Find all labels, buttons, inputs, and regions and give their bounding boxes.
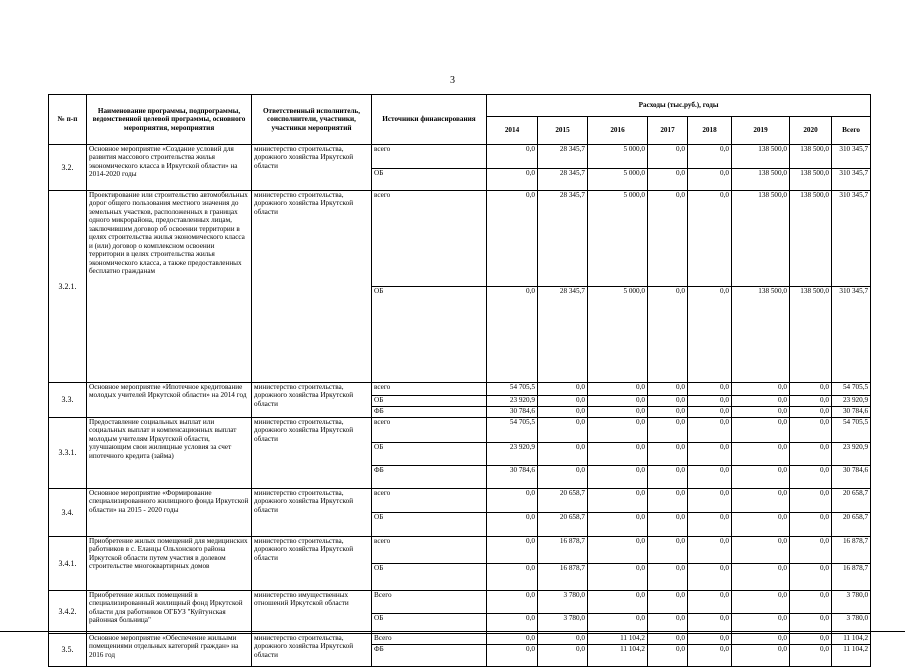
row-value: 0,0 (588, 513, 648, 537)
row-value: 0,0 (688, 564, 732, 591)
row-value: 3 780,0 (538, 614, 588, 634)
row-value: 0,0 (732, 591, 790, 614)
row-value: 0,0 (648, 537, 688, 564)
row-value: 0,0 (688, 287, 732, 383)
row-value: 0,0 (688, 396, 732, 407)
row-code: 3.4.1. (49, 537, 87, 591)
row-value: 0,0 (790, 634, 832, 645)
row-total: 310 345,7 (832, 145, 871, 169)
row-value: 138 500,0 (732, 145, 790, 169)
row-value: 0,0 (790, 564, 832, 591)
row-source: ФБ (372, 466, 487, 489)
table-row (49, 634, 871, 645)
row-source: всего (372, 145, 487, 169)
row-value: 20 658,7 (538, 489, 588, 513)
row-total: 3 780,0 (832, 614, 871, 634)
row-code: 3.4.2. (49, 591, 87, 634)
row-source: всего (372, 383, 487, 396)
row-value: 0,0 (538, 645, 588, 667)
row-value: 0,0 (538, 418, 588, 443)
row-source: Всего (372, 634, 487, 645)
row-value: 5 000,0 (588, 287, 648, 383)
row-value: 0,0 (487, 489, 538, 513)
row-total: 23 920,9 (832, 443, 871, 466)
row-value: 0,0 (538, 383, 588, 396)
row-executor: министерство строительства, дорожного хозяйства Иркутской области (252, 418, 372, 489)
row-value: 138 500,0 (790, 145, 832, 169)
row-source: всего (372, 537, 487, 564)
row-value: 138 500,0 (732, 191, 790, 287)
row-value: 0,0 (588, 383, 648, 396)
row-code: 3.4. (49, 489, 87, 537)
table-row (49, 537, 871, 564)
row-value: 0,0 (732, 634, 790, 645)
row-total: 54 705,5 (832, 383, 871, 396)
row-value: 5 000,0 (588, 169, 648, 191)
row-value: 0,0 (588, 466, 648, 489)
row-value: 0,0 (790, 396, 832, 407)
row-code: 3.3. (49, 383, 87, 418)
row-value: 0,0 (688, 614, 732, 634)
row-value: 0,0 (648, 489, 688, 513)
row-total: 310 345,7 (832, 287, 871, 383)
header-expenses: Расходы (тыс.руб.), годы (487, 95, 871, 117)
row-source: ОБ (372, 443, 487, 466)
row-value: 0,0 (688, 383, 732, 396)
row-value: 0,0 (688, 169, 732, 191)
table-row (49, 489, 871, 513)
row-value: 28 345,7 (538, 169, 588, 191)
row-value: 0,0 (588, 537, 648, 564)
row-value: 0,0 (688, 145, 732, 169)
row-value: 0,0 (688, 645, 732, 667)
page-bottom-rule (0, 631, 905, 632)
row-value: 0,0 (648, 396, 688, 407)
row-value: 0,0 (538, 634, 588, 645)
table-row (49, 418, 871, 443)
row-value: 0,0 (688, 443, 732, 466)
row-value: 0,0 (487, 145, 538, 169)
row-value: 0,0 (588, 591, 648, 614)
row-executor: министерство строительства, дорожного хозяйства Иркутской области (252, 383, 372, 418)
row-value: 0,0 (648, 418, 688, 443)
row-value: 0,0 (648, 634, 688, 645)
budget-table (48, 94, 871, 667)
row-source: ОБ (372, 396, 487, 407)
row-value: 0,0 (588, 614, 648, 634)
header-name: Наименование программы, подпрограммы, ведомственной целевой программы, основного мероприятия, мероприятия (87, 95, 252, 145)
row-code: 3.3.1. (49, 418, 87, 489)
row-value: 0,0 (487, 169, 538, 191)
row-total: 23 920,9 (832, 396, 871, 407)
row-value: 23 920,9 (487, 396, 538, 407)
row-value: 0,0 (588, 489, 648, 513)
row-code: 3.2. (49, 145, 87, 191)
row-total: 20 658,7 (832, 489, 871, 513)
row-total: 30 784,6 (832, 407, 871, 418)
row-value: 0,0 (688, 537, 732, 564)
row-value: 0,0 (732, 564, 790, 591)
table-row (49, 145, 871, 169)
table-row (49, 191, 871, 287)
row-value: 0,0 (790, 645, 832, 667)
row-value: 0,0 (487, 614, 538, 634)
row-source: ФБ (372, 407, 487, 418)
row-value: 0,0 (732, 407, 790, 418)
row-value: 0,0 (790, 489, 832, 513)
row-value: 0,0 (487, 645, 538, 667)
row-value: 0,0 (790, 383, 832, 396)
row-executor: министерство строительства, дорожного хозяйства Иркутской области (252, 489, 372, 537)
row-source: ОБ (372, 287, 487, 383)
row-value: 0,0 (487, 634, 538, 645)
row-name: Основное мероприятие «Ипотечное кредитование молодых учителей Иркутской области» на 2014 год (87, 383, 252, 418)
row-value: 0,0 (732, 513, 790, 537)
row-value: 0,0 (538, 466, 588, 489)
row-value: 138 500,0 (790, 191, 832, 287)
row-value: 0,0 (790, 466, 832, 489)
row-executor: министерство строительства, дорожного хозяйства Иркутской области (252, 634, 372, 667)
row-value: 0,0 (688, 634, 732, 645)
row-value: 0,0 (648, 466, 688, 489)
row-value: 0,0 (732, 489, 790, 513)
row-value: 0,0 (688, 418, 732, 443)
row-value: 0,0 (538, 443, 588, 466)
row-value: 0,0 (688, 591, 732, 614)
row-value: 23 920,9 (487, 443, 538, 466)
row-value: 0,0 (648, 591, 688, 614)
row-value: 0,0 (732, 383, 790, 396)
row-value: 0,0 (588, 443, 648, 466)
row-value: 0,0 (588, 407, 648, 418)
row-total: 310 345,7 (832, 191, 871, 287)
table-row (49, 383, 871, 396)
row-source: ОБ (372, 169, 487, 191)
row-name: Проектирование или строительство автомобильных дорог общего пользования местного значения до земельных участков, расположенных в границах одного микрорайона, предоставленных лицам, заключившим договор об освоении территории в целях строительства жилья экономического класса и (или) договор о комплексном освоении территории в целях строительства жилья экономического класса, а также предоставленных бесплатно гражданам (87, 191, 252, 383)
row-value: 0,0 (648, 614, 688, 634)
row-executor: министерство строительства, дорожного хозяйства Иркутской области (252, 145, 372, 191)
row-name: Приобретение жилых помещений в специализированный жилищный фонд Иркутской области для работников ОГБУЗ "Куйтунская районная больница" (87, 591, 252, 634)
header-source: Источники финансирования (372, 95, 487, 145)
row-source: всего (372, 489, 487, 513)
row-value: 0,0 (732, 418, 790, 443)
table-body (49, 145, 871, 667)
row-value: 5 000,0 (588, 145, 648, 169)
row-value: 16 878,7 (538, 537, 588, 564)
row-total: 310 345,7 (832, 169, 871, 191)
header-num: № п-п (49, 95, 87, 145)
row-value: 0,0 (790, 443, 832, 466)
row-value: 0,0 (538, 407, 588, 418)
row-value: 0,0 (648, 383, 688, 396)
row-value: 0,0 (790, 407, 832, 418)
row-value: 0,0 (538, 396, 588, 407)
row-value: 0,0 (487, 513, 538, 537)
header-year: 2015 (538, 117, 588, 145)
row-value: 0,0 (588, 564, 648, 591)
row-source: ОБ (372, 564, 487, 591)
row-value: 0,0 (688, 489, 732, 513)
row-total: 3 780,0 (832, 591, 871, 614)
row-value: 0,0 (588, 418, 648, 443)
header-year: 2020 (790, 117, 832, 145)
row-value: 0,0 (648, 191, 688, 287)
header-total: Всего (832, 117, 871, 145)
row-value: 0,0 (732, 614, 790, 634)
row-value: 138 500,0 (790, 169, 832, 191)
row-value: 0,0 (688, 466, 732, 489)
row-name: Основное мероприятие «Формирование специализированного жилищного фонда Иркутской области» на 2015 - 2020 годы (87, 489, 252, 537)
row-name: Предоставление социальных выплат или социальных выплат и компенсационных выплат молодым учителям Иркутской области, улучшающим свои жилищные условия за счет ипотечного кредита (займа) (87, 418, 252, 489)
header-year: 2014 (487, 117, 538, 145)
row-source: ФБ (372, 645, 487, 667)
row-value: 0,0 (688, 191, 732, 287)
row-code: 3.5. (49, 634, 87, 667)
row-value: 54 705,5 (487, 383, 538, 396)
row-source: ОБ (372, 614, 487, 634)
row-value: 0,0 (648, 645, 688, 667)
row-total: 30 784,6 (832, 466, 871, 489)
row-value: 30 784,6 (487, 466, 538, 489)
row-value: 0,0 (790, 418, 832, 443)
header-year: 2018 (688, 117, 732, 145)
row-code: 3.2.1. (49, 191, 87, 383)
row-value: 3 780,0 (538, 591, 588, 614)
row-executor: министерство строительства, дорожного хозяйства Иркутской области (252, 191, 372, 383)
row-value: 0,0 (648, 169, 688, 191)
row-value: 0,0 (487, 591, 538, 614)
row-value: 0,0 (688, 407, 732, 418)
row-value: 0,0 (487, 287, 538, 383)
row-value: 0,0 (790, 614, 832, 634)
row-value: 138 500,0 (732, 169, 790, 191)
row-total: 16 878,7 (832, 564, 871, 591)
row-value: 54 705,5 (487, 418, 538, 443)
row-name: Приобретение жилых помещений для медицинских работников в с. Еланцы Ольхонского района Иркутской области путем участия в долевом строительстве многоквартирных домов (87, 537, 252, 591)
header-executor: Ответственный исполнитель, соисполнители, участники, участники мероприятий (252, 95, 372, 145)
row-executor: министерство строительства, дорожного хозяйства Иркутской области (252, 537, 372, 591)
row-value: 0,0 (790, 537, 832, 564)
row-name: Основное мероприятие «Обеспечение жильыми помещениями отдельных категорий граждан» на 2016 год (87, 634, 252, 667)
row-value: 0,0 (732, 645, 790, 667)
row-value: 28 345,7 (538, 145, 588, 169)
header-year: 2016 (588, 117, 648, 145)
header-year: 2019 (732, 117, 790, 145)
row-value: 0,0 (487, 191, 538, 287)
row-value: 0,0 (487, 564, 538, 591)
row-value: 0,0 (648, 564, 688, 591)
row-source: всего (372, 191, 487, 287)
row-value: 28 345,7 (538, 287, 588, 383)
row-value: 0,0 (487, 537, 538, 564)
row-total: 16 878,7 (832, 537, 871, 564)
row-value: 0,0 (732, 396, 790, 407)
row-value: 20 658,7 (538, 513, 588, 537)
row-value: 0,0 (732, 537, 790, 564)
row-value: 0,0 (588, 396, 648, 407)
row-value: 0,0 (648, 287, 688, 383)
header-year: 2017 (648, 117, 688, 145)
row-executor: министерство имущественных отношений Иркутской области (252, 591, 372, 634)
row-value: 0,0 (732, 443, 790, 466)
row-value: 16 878,7 (538, 564, 588, 591)
row-value: 0,0 (790, 591, 832, 614)
row-source: ОБ (372, 513, 487, 537)
row-value: 30 784,6 (487, 407, 538, 418)
row-source: всего (372, 418, 487, 443)
row-value: 5 000,0 (588, 191, 648, 287)
row-value: 11 104,2 (588, 645, 648, 667)
row-value: 11 104,2 (588, 634, 648, 645)
row-value: 0,0 (648, 145, 688, 169)
table-row (49, 591, 871, 614)
row-value: 0,0 (648, 407, 688, 418)
row-total: 54 705,5 (832, 418, 871, 443)
row-source: Всего (372, 591, 487, 614)
row-value: 0,0 (648, 443, 688, 466)
row-total: 20 658,7 (832, 513, 871, 537)
row-value: 0,0 (732, 466, 790, 489)
row-value: 138 500,0 (732, 287, 790, 383)
row-value: 138 500,0 (790, 287, 832, 383)
row-total: 11 104,2 (832, 634, 871, 645)
row-value: 0,0 (790, 513, 832, 537)
row-value: 0,0 (648, 513, 688, 537)
page-number: 3 (450, 75, 455, 86)
row-name: Основное мероприятие «Создание условий для развития массового строительства жилья экономического класса в Иркутской области» на 2014-2020 годы (87, 145, 252, 191)
row-value: 0,0 (688, 513, 732, 537)
row-total: 11 104,2 (832, 645, 871, 667)
row-value: 28 345,7 (538, 191, 588, 287)
